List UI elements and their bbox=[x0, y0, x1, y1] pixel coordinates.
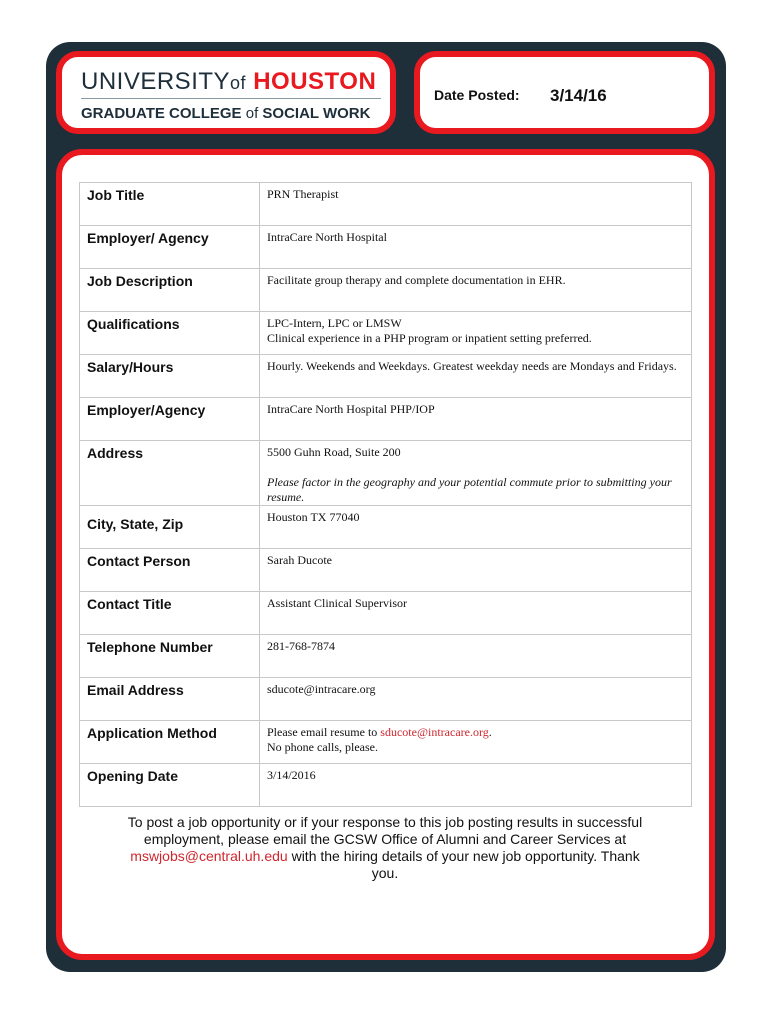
row-value: PRN Therapist bbox=[260, 183, 692, 226]
date-posted-label: Date Posted: bbox=[434, 87, 520, 103]
row-label: Job Title bbox=[80, 183, 260, 226]
row-value: 3/14/2016 bbox=[260, 764, 692, 807]
table-row bbox=[80, 678, 692, 721]
row-value: IntraCare North Hospital bbox=[260, 226, 692, 269]
row-value bbox=[260, 441, 692, 506]
application-line bbox=[267, 725, 691, 740]
date-posted-value: 3/14/16 bbox=[550, 86, 607, 105]
row-label: Email Address bbox=[80, 678, 260, 721]
qualification-line: LPC-Intern, LPC or LMSW bbox=[267, 316, 402, 330]
logo-college-name: GRADUATE COLLEGE of SOCIAL WORK bbox=[81, 105, 371, 122]
footer-text-end: with the hiring details of your new job opportunity. Thank you. bbox=[287, 848, 640, 881]
row-value: IntraCare North Hospital PHP/IOP bbox=[260, 398, 692, 441]
address-note: Please factor in the geography and your potential commute prior to submitting your resume. bbox=[267, 475, 672, 504]
table-row bbox=[80, 183, 692, 226]
row-label: Opening Date bbox=[80, 764, 260, 807]
row-label: Contact Person bbox=[80, 549, 260, 592]
table-row bbox=[80, 441, 692, 506]
row-value: 281-768-7874 bbox=[260, 635, 692, 678]
application-email-link[interactable]: sducote@intracare.org bbox=[380, 725, 489, 739]
logo-wordmark: UNIVERSITYof HOUSTON bbox=[81, 68, 377, 95]
footer-note bbox=[120, 814, 650, 882]
logo-divider bbox=[81, 98, 381, 99]
row-label: Application Method bbox=[80, 721, 260, 764]
table-row bbox=[80, 269, 692, 312]
qualification-line: Clinical experience in a PHP program or inpatient setting preferred. bbox=[267, 331, 592, 345]
table-row bbox=[80, 506, 692, 549]
address-line: 5500 Guhn Road, Suite 200 bbox=[267, 445, 401, 459]
table-row bbox=[80, 549, 692, 592]
application-text: Please email resume to bbox=[267, 725, 381, 739]
email-link[interactable]: sducote@intracare.org bbox=[260, 678, 692, 721]
table-row bbox=[80, 398, 692, 441]
table-row bbox=[80, 355, 692, 398]
row-label: Telephone Number bbox=[80, 635, 260, 678]
row-value bbox=[260, 721, 692, 764]
job-details-table bbox=[79, 182, 692, 807]
date-posted-box bbox=[414, 51, 715, 134]
university-logo bbox=[56, 51, 396, 134]
application-note: No phone calls, please. bbox=[267, 740, 378, 754]
row-value: Assistant Clinical Supervisor bbox=[260, 592, 692, 635]
row-label: Salary/Hours bbox=[80, 355, 260, 398]
table-row bbox=[80, 312, 692, 355]
row-label: Qualifications bbox=[80, 312, 260, 355]
row-value: Facilitate group therapy and complete documentation in EHR. bbox=[260, 269, 692, 312]
row-label: Address bbox=[80, 441, 260, 506]
footer-email-link[interactable]: mswjobs@central.uh.edu bbox=[130, 848, 288, 864]
row-label: Employer/Agency bbox=[80, 398, 260, 441]
row-value: Houston TX 77040 bbox=[260, 506, 692, 549]
row-value: Sarah Ducote bbox=[260, 549, 692, 592]
table-row bbox=[80, 226, 692, 269]
row-label: City, State, Zip bbox=[80, 506, 260, 549]
row-value bbox=[260, 312, 692, 355]
table-row bbox=[80, 764, 692, 807]
row-label: Employer/ Agency bbox=[80, 226, 260, 269]
table-row bbox=[80, 721, 692, 764]
table-row bbox=[80, 592, 692, 635]
row-label: Job Description bbox=[80, 269, 260, 312]
table-row bbox=[80, 635, 692, 678]
footer-text: To post a job opportunity or if your response to this job posting results in successful employment, please email the GCSW Office of Alumni and Career Services at bbox=[127, 814, 643, 847]
row-value: Hourly. Weekends and Weekdays. Greatest weekday needs are Mondays and Fridays. bbox=[260, 355, 692, 398]
application-text-end: . bbox=[488, 725, 492, 739]
row-label: Contact Title bbox=[80, 592, 260, 635]
